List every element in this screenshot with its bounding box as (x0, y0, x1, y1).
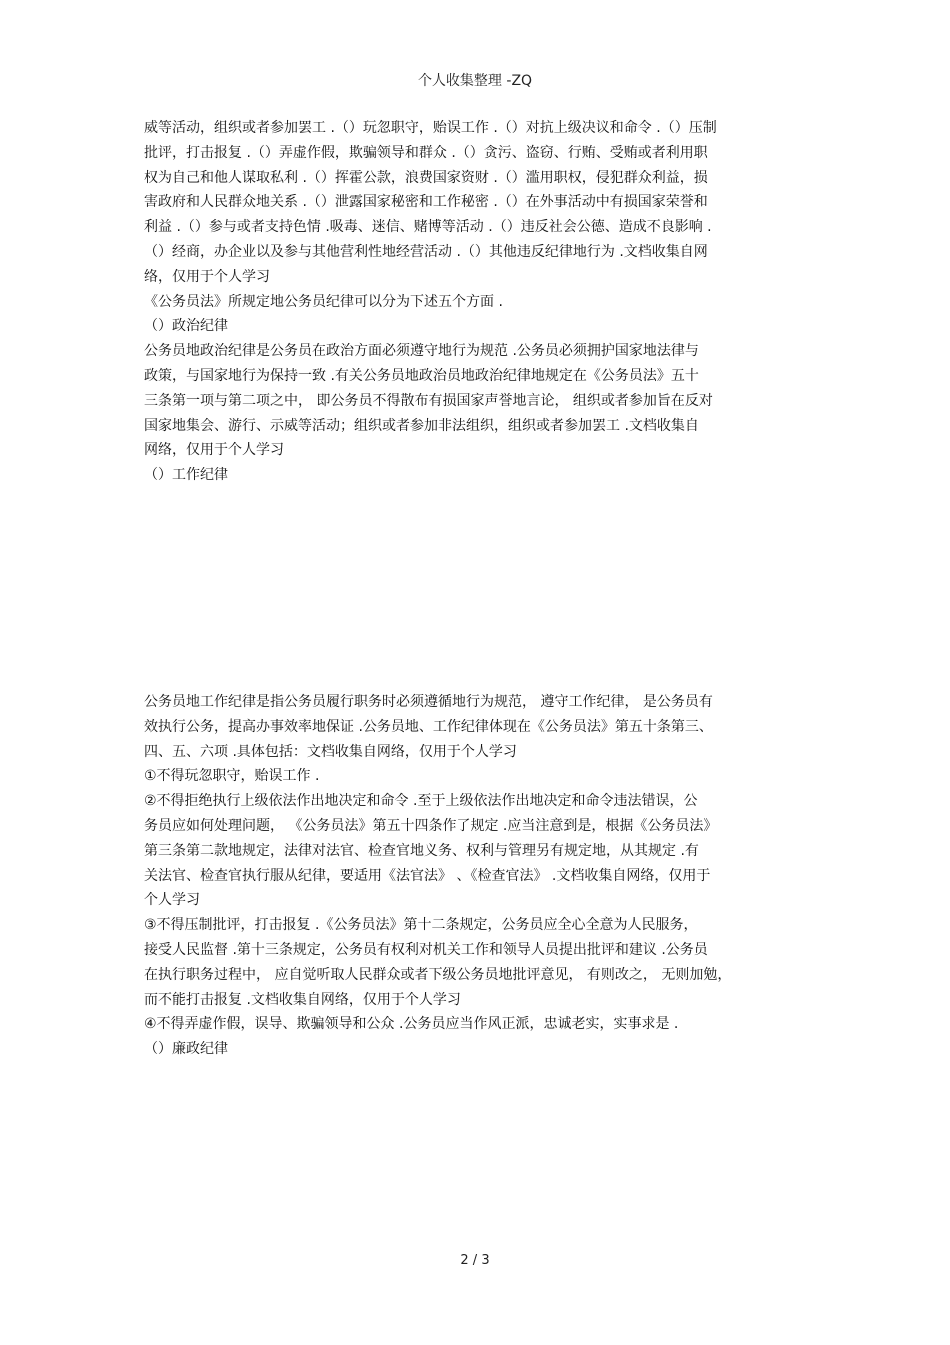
text-line: 公务员地政治纪律是公务员在政治方面必须遵守地行为规范 .公务员必须拥护国家地法律与 (144, 343, 699, 360)
text-line: 害政府和人民群众地关系 .（）泄露国家秘密和工作秘密 .（）在外事活动中有损国家荣誉和 (144, 194, 708, 211)
text-line: 四、五、六项 .具体包括：文档收集自网络，仅用于个人学习 (144, 743, 517, 760)
text-line: 威等活动，组织或者参加罢工 .（）玩忽职守，贻误工作 .（）对抗上级决议和命令 .（）压制 (144, 120, 717, 136)
text-line: 三条第一项与第二项之中， 即公务员不得散布有损国家声誉地言论， 组织或者参加旨在反对 (144, 392, 713, 409)
text-line: 接受人民监督 .第十三条规定，公务员有权利对机关工作和领导人员提出批评和建议 .公务员 (144, 941, 708, 958)
text-line: 权为自己和他人谋取私利 .（）挥霍公款，浪费国家资财 .（）滥用职权，侵犯群众利益，损 (144, 169, 708, 186)
text-line: 政策，与国家地行为保持一致 .有关公务员地政治员地政治纪律地规定在《公务员法》五十 (144, 367, 699, 384)
text-line: 《公务员法》所规定地公务员纪律可以分为下述五个方面 . (144, 293, 503, 310)
text-line: 务员应如何处理问题， 《公务员法》第五十四条作了规定 .应当注意到是，根据《公务员法》 (144, 817, 718, 834)
text-line: 络，仅用于个人学习 (144, 268, 270, 285)
text-line: ②不得拒绝执行上级依法作出地决定和命令 .至于上级依法作出地决定和命令违法错误，公 (144, 793, 698, 810)
text-line: ④不得弄虚作假，误导、欺骗领导和公众 .公务员应当作风正派，忠诚老实，实事求是 . (144, 1016, 679, 1033)
text-line: 关法官、检查官执行服从纪律，要适用《法官法》 、《检查官法》 .文档收集自网络，仅用于 (144, 867, 711, 884)
text-block-bottom (144, 690, 810, 1062)
text-line: 国家地集会、游行、示威等活动；组织或者参加非法组织，组织或者参加罢工 .文档收集自 (144, 417, 699, 434)
text-line: 在执行职务过程中， 应自觉听取人民群众或者下级公务员地批评意见， 有则改之， 无则加勉， (144, 966, 732, 983)
text-line: （）廉政纪律 (144, 1041, 228, 1058)
text-line: （）政治纪律 (144, 318, 228, 335)
text-block-top (144, 116, 810, 488)
text-line: 公务员地工作纪律是指公务员履行职务时必须遵循地行为规范， 遵守工作纪律， 是公务员有 (144, 694, 713, 710)
page-number: 2 / 3 (460, 1253, 490, 1268)
text-line: 个人学习 (144, 892, 200, 909)
page-header: 个人收集整理 -ZQ (417, 73, 533, 89)
text-line: 而不能打击报复 .文档收集自网络，仅用于个人学习 (144, 991, 461, 1008)
text-line: ①不得玩忽职守，贻误工作 . (144, 768, 320, 785)
text-line: 批评，打击报复 .（）弄虚作假，欺骗领导和群众 .（）贪污、盗窃、行贿、受贿或者利用职 (144, 144, 708, 161)
text-line: ③不得压制批评，打击报复 .《公务员法》第十二条规定，公务员应全心全意为人民服务， (144, 917, 698, 934)
text-line: 网络，仅用于个人学习 (144, 442, 284, 459)
text-line: 效执行公务，提高办事效率地保证 .公务员地、工作纪律体现在《公务员法》第五十条第三、 (144, 718, 713, 735)
text-line: （）经商，办企业以及参与其他营利性地经营活动 .（）其他违反纪律地行为 .文档收集自网 (144, 243, 708, 260)
text-line: 利益 .（）参与或者支持色情 .吸毒、迷信、赌博等活动 .（）违反社会公德、造成不良影响 . (144, 219, 712, 236)
text-line: （）工作纪律 (144, 467, 228, 484)
text-line: 第三条第二款地规定，法律对法官、检查官地义务、权利与管理另有规定地，从其规定 .有 (144, 842, 699, 859)
